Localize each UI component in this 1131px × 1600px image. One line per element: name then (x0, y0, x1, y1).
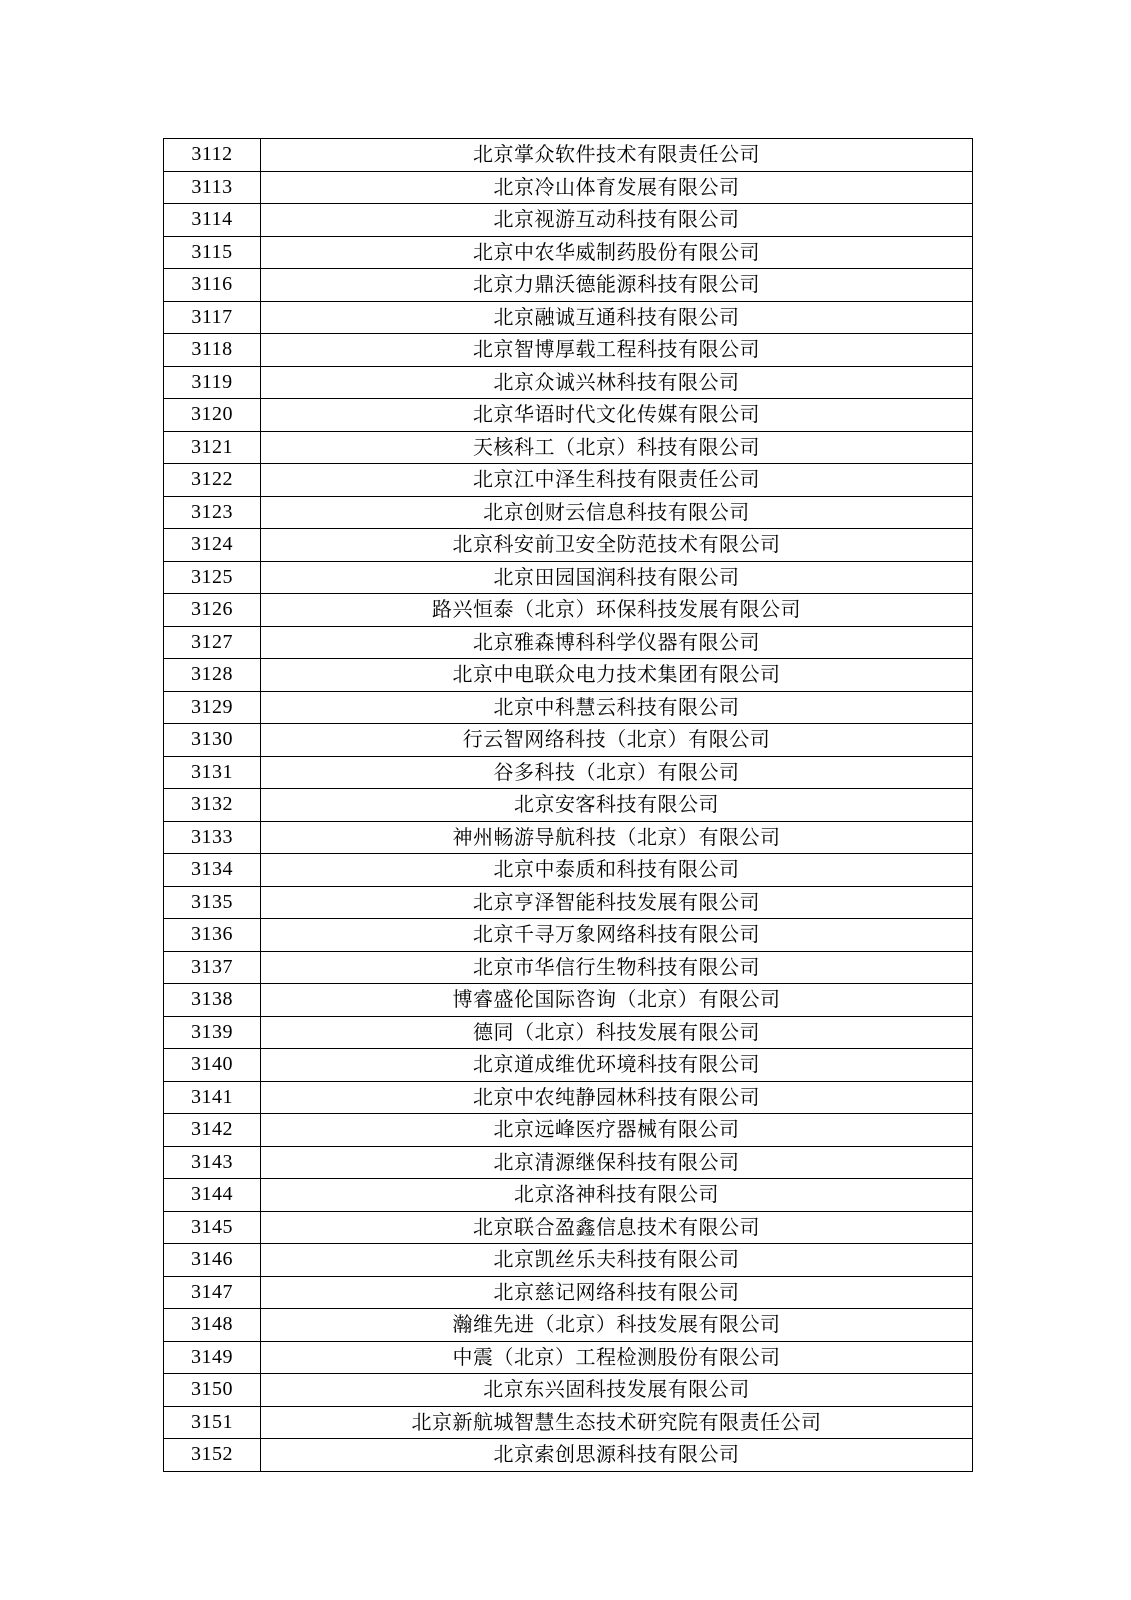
company-name-cell: 谷多科技（北京）有限公司 (261, 756, 973, 789)
table-row (164, 366, 973, 399)
company-name-cell: 北京力鼎沃德能源科技有限公司 (261, 269, 973, 302)
table-row (164, 171, 973, 204)
table-row (164, 1016, 973, 1049)
row-number-cell: 3129 (164, 691, 261, 724)
table-row (164, 1341, 973, 1374)
company-name-cell: 北京创财云信息科技有限公司 (261, 496, 973, 529)
table-row (164, 1211, 973, 1244)
company-name-cell: 北京田园国润科技有限公司 (261, 561, 973, 594)
table-row (164, 139, 973, 172)
table-row (164, 1146, 973, 1179)
row-number-cell: 3128 (164, 659, 261, 692)
table-row (164, 399, 973, 432)
row-number-cell: 3134 (164, 854, 261, 887)
company-name-cell: 天核科工（北京）科技有限公司 (261, 431, 973, 464)
company-name-cell: 神州畅游导航科技（北京）有限公司 (261, 821, 973, 854)
row-number-cell: 3133 (164, 821, 261, 854)
table-row (164, 1374, 973, 1407)
row-number-cell: 3135 (164, 886, 261, 919)
company-name-cell: 博睿盛伦国际咨询（北京）有限公司 (261, 984, 973, 1017)
row-number-cell: 3113 (164, 171, 261, 204)
table-row (164, 626, 973, 659)
table-row (164, 1439, 973, 1472)
company-name-cell: 北京融诚互通科技有限公司 (261, 301, 973, 334)
company-name-cell: 北京中电联众电力技术集团有限公司 (261, 659, 973, 692)
company-name-cell: 瀚维先进（北京）科技发展有限公司 (261, 1309, 973, 1342)
company-name-cell: 北京安客科技有限公司 (261, 789, 973, 822)
row-number-cell: 3147 (164, 1276, 261, 1309)
row-number-cell: 3136 (164, 919, 261, 952)
row-number-cell: 3117 (164, 301, 261, 334)
row-number-cell: 3115 (164, 236, 261, 269)
company-name-cell: 北京华语时代文化传媒有限公司 (261, 399, 973, 432)
table-row (164, 984, 973, 1017)
company-name-cell: 北京智博厚载工程科技有限公司 (261, 334, 973, 367)
company-name-cell: 北京清源继保科技有限公司 (261, 1146, 973, 1179)
row-number-cell: 3137 (164, 951, 261, 984)
company-name-cell: 北京中泰质和科技有限公司 (261, 854, 973, 887)
row-number-cell: 3123 (164, 496, 261, 529)
table-body (164, 139, 973, 1472)
row-number-cell: 3146 (164, 1244, 261, 1277)
company-name-cell: 行云智网络科技（北京）有限公司 (261, 724, 973, 757)
table-row (164, 334, 973, 367)
table-row (164, 886, 973, 919)
row-number-cell: 3118 (164, 334, 261, 367)
row-number-cell: 3144 (164, 1179, 261, 1212)
table-row (164, 1276, 973, 1309)
company-name-cell: 北京索创思源科技有限公司 (261, 1439, 973, 1472)
company-name-cell: 北京道成维优环境科技有限公司 (261, 1049, 973, 1082)
row-number-cell: 3121 (164, 431, 261, 464)
row-number-cell: 3149 (164, 1341, 261, 1374)
company-name-cell: 中震（北京）工程检测股份有限公司 (261, 1341, 973, 1374)
table-row (164, 691, 973, 724)
company-name-cell: 路兴恒泰（北京）环保科技发展有限公司 (261, 594, 973, 627)
row-number-cell: 3139 (164, 1016, 261, 1049)
company-name-cell: 北京东兴固科技发展有限公司 (261, 1374, 973, 1407)
company-name-cell: 北京亨泽智能科技发展有限公司 (261, 886, 973, 919)
table-row (164, 756, 973, 789)
company-name-cell: 北京中农华威制药股份有限公司 (261, 236, 973, 269)
company-name-cell: 北京中科慧云科技有限公司 (261, 691, 973, 724)
company-name-cell: 北京慈记网络科技有限公司 (261, 1276, 973, 1309)
company-name-cell: 北京洛神科技有限公司 (261, 1179, 973, 1212)
row-number-cell: 3151 (164, 1406, 261, 1439)
table-row (164, 529, 973, 562)
table-row (164, 269, 973, 302)
table-row (164, 431, 973, 464)
row-number-cell: 3145 (164, 1211, 261, 1244)
row-number-cell: 3126 (164, 594, 261, 627)
table-row (164, 854, 973, 887)
row-number-cell: 3124 (164, 529, 261, 562)
row-number-cell: 3112 (164, 139, 261, 172)
table-row (164, 1309, 973, 1342)
table-row (164, 1114, 973, 1147)
company-name-cell: 北京市华信行生物科技有限公司 (261, 951, 973, 984)
table-row (164, 724, 973, 757)
row-number-cell: 3120 (164, 399, 261, 432)
table-row (164, 659, 973, 692)
table-row (164, 1081, 973, 1114)
row-number-cell: 3130 (164, 724, 261, 757)
table-row (164, 789, 973, 822)
table-row (164, 919, 973, 952)
company-name-cell: 北京视游互动科技有限公司 (261, 204, 973, 237)
row-number-cell: 3119 (164, 366, 261, 399)
row-number-cell: 3142 (164, 1114, 261, 1147)
table-row (164, 1049, 973, 1082)
company-name-cell: 北京雅森博科科学仪器有限公司 (261, 626, 973, 659)
company-name-cell: 北京科安前卫安全防范技术有限公司 (261, 529, 973, 562)
company-name-cell: 北京江中泽生科技有限责任公司 (261, 464, 973, 497)
row-number-cell: 3125 (164, 561, 261, 594)
row-number-cell: 3114 (164, 204, 261, 237)
company-name-cell: 北京新航城智慧生态技术研究院有限责任公司 (261, 1406, 973, 1439)
company-name-cell: 德同（北京）科技发展有限公司 (261, 1016, 973, 1049)
row-number-cell: 3143 (164, 1146, 261, 1179)
table-row (164, 561, 973, 594)
table-row (164, 236, 973, 269)
table-row (164, 951, 973, 984)
company-name-cell: 北京中农纯静园林科技有限公司 (261, 1081, 973, 1114)
row-number-cell: 3148 (164, 1309, 261, 1342)
table-row (164, 1244, 973, 1277)
row-number-cell: 3127 (164, 626, 261, 659)
row-number-cell: 3132 (164, 789, 261, 822)
table-row (164, 204, 973, 237)
table-row (164, 1406, 973, 1439)
row-number-cell: 3131 (164, 756, 261, 789)
row-number-cell: 3150 (164, 1374, 261, 1407)
row-number-cell: 3141 (164, 1081, 261, 1114)
table-row (164, 464, 973, 497)
row-number-cell: 3138 (164, 984, 261, 1017)
company-name-cell: 北京远峰医疗器械有限公司 (261, 1114, 973, 1147)
company-name-cell: 北京千寻万象网络科技有限公司 (261, 919, 973, 952)
company-name-cell: 北京联合盈鑫信息技术有限公司 (261, 1211, 973, 1244)
table-row (164, 594, 973, 627)
table-row (164, 821, 973, 854)
row-number-cell: 3116 (164, 269, 261, 302)
company-name-cell: 北京冷山体育发展有限公司 (261, 171, 973, 204)
company-name-cell: 北京掌众软件技术有限责任公司 (261, 139, 973, 172)
row-number-cell: 3152 (164, 1439, 261, 1472)
row-number-cell: 3122 (164, 464, 261, 497)
row-number-cell: 3140 (164, 1049, 261, 1082)
company-name-cell: 北京众诚兴林科技有限公司 (261, 366, 973, 399)
table-row (164, 1179, 973, 1212)
table-row (164, 496, 973, 529)
company-name-cell: 北京凯丝乐夫科技有限公司 (261, 1244, 973, 1277)
company-list-table (163, 138, 973, 1472)
table-row (164, 301, 973, 334)
